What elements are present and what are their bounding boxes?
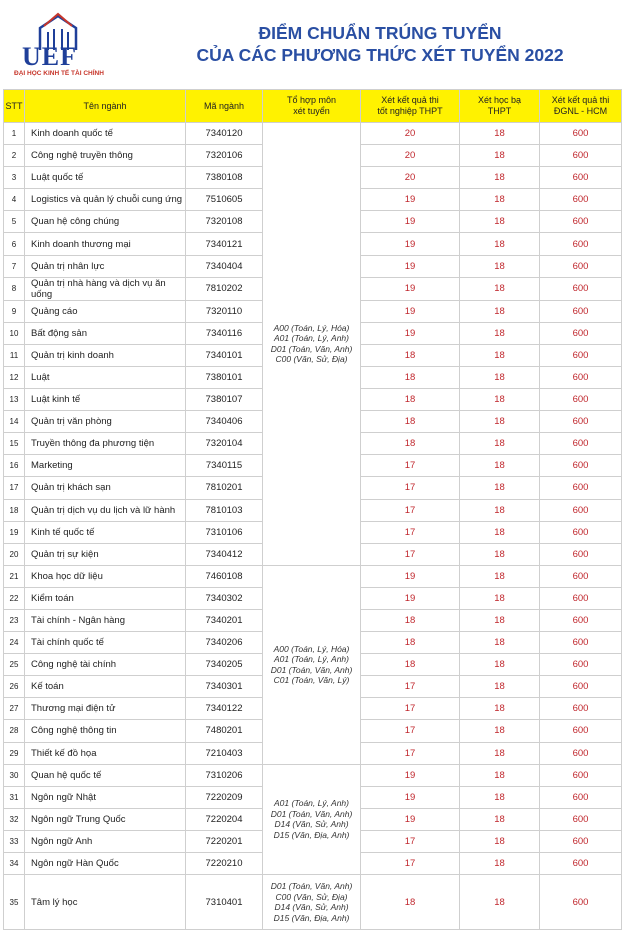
row-major-code: 7340101 xyxy=(186,344,263,366)
row-stt: 8 xyxy=(4,277,25,300)
combo-line: A00 (Toán, Lý, Hóa) xyxy=(273,322,350,333)
row-stt: 11 xyxy=(4,344,25,366)
row-score-thpt: 19 xyxy=(361,808,460,830)
row-stt: 26 xyxy=(4,676,25,698)
row-score-dgnl: 600 xyxy=(540,211,622,233)
row-score-dgnl: 600 xyxy=(540,499,622,521)
row-score-thpt: 19 xyxy=(361,300,460,322)
row-major-code: 7310401 xyxy=(186,875,263,930)
row-major-code: 7340205 xyxy=(186,654,263,676)
row-score-thpt: 19 xyxy=(361,211,460,233)
row-major-code: 7220204 xyxy=(186,808,263,830)
row-score-dgnl: 600 xyxy=(540,233,622,255)
row-score-hocba: 18 xyxy=(460,123,540,145)
row-stt: 31 xyxy=(4,786,25,808)
row-stt: 29 xyxy=(4,742,25,764)
row-score-hocba: 18 xyxy=(460,389,540,411)
row-major-name: Kiểm toán xyxy=(25,587,186,609)
combo-line: D15 (Văn, Địa, Anh) xyxy=(273,829,350,840)
row-score-hocba: 18 xyxy=(460,521,540,543)
row-score-thpt: 19 xyxy=(361,565,460,587)
row-major-name: Ngôn ngữ Anh xyxy=(25,830,186,852)
row-major-name: Kinh tế quốc tế xyxy=(25,521,186,543)
row-major-name: Luật xyxy=(25,366,186,388)
row-major-code: 7460108 xyxy=(186,565,263,587)
row-score-thpt: 20 xyxy=(361,167,460,189)
uef-logo xyxy=(12,12,102,78)
row-major-code: 7340121 xyxy=(186,233,263,255)
row-major-name: Khoa học dữ liệu xyxy=(25,565,186,587)
row-major-code: 7220201 xyxy=(186,830,263,852)
row-major-code: 7810103 xyxy=(186,499,263,521)
col-header-name: Tên ngành xyxy=(25,90,186,123)
col-header-hocba-line2: THPT xyxy=(487,106,512,116)
row-score-thpt: 17 xyxy=(361,853,460,875)
title-line-2: CỦA CÁC PHƯƠNG THỨC XÉT TUYỂN 2022 xyxy=(196,45,564,65)
row-score-thpt: 20 xyxy=(361,123,460,145)
col-header-thpt-line2: tốt nghiệp THPT xyxy=(377,106,443,116)
col-header-thpt-line1: Xét kết quả thi xyxy=(381,95,439,105)
row-score-dgnl: 600 xyxy=(540,676,622,698)
logo-subtitle: ĐẠI HỌC KINH TẾ TÀI CHÍNH xyxy=(14,70,104,77)
row-major-name: Quản trị nhân lực xyxy=(25,255,186,277)
row-stt: 28 xyxy=(4,720,25,742)
row-score-dgnl: 600 xyxy=(540,389,622,411)
row-score-hocba: 18 xyxy=(460,676,540,698)
row-score-hocba: 18 xyxy=(460,300,540,322)
row-stt: 24 xyxy=(4,632,25,654)
row-major-code: 7340412 xyxy=(186,543,263,565)
col-header-hocba-line1: Xét học bạ xyxy=(477,95,522,105)
col-header-hocba xyxy=(460,90,540,123)
col-header-thpt xyxy=(361,90,460,123)
row-stt: 14 xyxy=(4,411,25,433)
row-score-dgnl: 600 xyxy=(540,477,622,499)
row-major-code: 7340406 xyxy=(186,411,263,433)
row-major-code: 7340404 xyxy=(186,255,263,277)
row-major-code: 7220210 xyxy=(186,853,263,875)
table-header-row xyxy=(4,90,622,123)
row-subject-combination xyxy=(263,123,361,566)
row-score-hocba: 18 xyxy=(460,875,540,930)
row-score-thpt: 19 xyxy=(361,277,460,300)
combo-line: C00 (Văn, Sử, Địa) xyxy=(275,354,348,365)
row-stt: 32 xyxy=(4,808,25,830)
row-major-code: 7380108 xyxy=(186,167,263,189)
col-header-combo xyxy=(263,90,361,123)
row-score-thpt: 19 xyxy=(361,189,460,211)
row-score-hocba: 18 xyxy=(460,609,540,631)
row-score-dgnl: 600 xyxy=(540,875,622,930)
row-score-thpt: 19 xyxy=(361,786,460,808)
row-major-code: 7810201 xyxy=(186,477,263,499)
row-major-code: 7220209 xyxy=(186,786,263,808)
combo-line: D15 (Văn, Địa, Anh) xyxy=(273,912,350,923)
row-major-name: Quảng cáo xyxy=(25,300,186,322)
row-score-hocba: 18 xyxy=(460,698,540,720)
row-score-dgnl: 600 xyxy=(540,565,622,587)
row-score-hocba: 18 xyxy=(460,366,540,388)
row-major-name: Quản trị văn phòng xyxy=(25,411,186,433)
col-header-dgnl xyxy=(540,90,622,123)
row-major-name: Thiết kế đồ họa xyxy=(25,742,186,764)
row-subject-combination xyxy=(263,764,361,874)
row-score-dgnl: 600 xyxy=(540,521,622,543)
row-score-thpt: 17 xyxy=(361,543,460,565)
row-major-name: Quản trị dịch vụ du lịch và lữ hành xyxy=(25,499,186,521)
col-header-dgnl-line1: Xét kết quả thi xyxy=(551,95,610,105)
row-score-hocba: 18 xyxy=(460,255,540,277)
row-stt: 9 xyxy=(4,300,25,322)
row-major-name: Kế toán xyxy=(25,676,186,698)
row-stt: 19 xyxy=(4,521,25,543)
row-score-hocba: 18 xyxy=(460,565,540,587)
row-stt: 23 xyxy=(4,609,25,631)
row-major-name: Bất động sản xyxy=(25,322,186,344)
row-stt: 12 xyxy=(4,366,25,388)
row-major-code: 7380107 xyxy=(186,389,263,411)
row-score-dgnl: 600 xyxy=(540,720,622,742)
row-score-dgnl: 600 xyxy=(540,277,622,300)
combo-line: D01 (Toán, Văn, Anh) xyxy=(270,664,353,675)
row-score-thpt: 19 xyxy=(361,764,460,786)
row-major-name: Quản trị sự kiện xyxy=(25,543,186,565)
row-stt: 35 xyxy=(4,875,25,930)
row-score-hocba: 18 xyxy=(460,433,540,455)
row-score-dgnl: 600 xyxy=(540,587,622,609)
row-major-code: 7340115 xyxy=(186,455,263,477)
row-score-dgnl: 600 xyxy=(540,344,622,366)
row-score-thpt: 19 xyxy=(361,255,460,277)
row-score-dgnl: 600 xyxy=(540,543,622,565)
logo-brand: UEF xyxy=(22,42,77,71)
row-score-hocba: 18 xyxy=(460,764,540,786)
row-stt: 10 xyxy=(4,322,25,344)
row-score-dgnl: 600 xyxy=(540,411,622,433)
row-score-hocba: 18 xyxy=(460,499,540,521)
title-line-1: ĐIỂM CHUẨN TRÚNG TUYỂN xyxy=(258,23,502,43)
col-header-stt: STT xyxy=(4,90,25,123)
row-score-hocba: 18 xyxy=(460,211,540,233)
row-major-name: Ngôn ngữ Trung Quốc xyxy=(25,808,186,830)
row-major-name: Tâm lý học xyxy=(25,875,186,930)
row-major-code: 7320108 xyxy=(186,211,263,233)
row-score-thpt: 19 xyxy=(361,233,460,255)
row-score-dgnl: 600 xyxy=(540,698,622,720)
row-score-dgnl: 600 xyxy=(540,853,622,875)
combo-line: D01 (Toán, Văn, Anh) xyxy=(270,881,353,892)
row-score-thpt: 18 xyxy=(361,366,460,388)
row-score-thpt: 17 xyxy=(361,676,460,698)
row-major-code: 7510605 xyxy=(186,189,263,211)
row-score-thpt: 17 xyxy=(361,830,460,852)
col-header-dgnl-line2: ĐGNL - HCM xyxy=(553,106,608,116)
row-stt: 30 xyxy=(4,764,25,786)
row-major-name: Công nghệ thông tin xyxy=(25,720,186,742)
combo-line: D01 (Toán, Văn, Anh) xyxy=(270,808,353,819)
row-score-dgnl: 600 xyxy=(540,786,622,808)
row-score-dgnl: 600 xyxy=(540,123,622,145)
row-score-hocba: 18 xyxy=(460,233,540,255)
row-major-code: 7320110 xyxy=(186,300,263,322)
row-subject-combination xyxy=(263,875,361,930)
row-major-name: Tài chính - Ngân hàng xyxy=(25,609,186,631)
row-score-dgnl: 600 xyxy=(540,609,622,631)
row-score-hocba: 18 xyxy=(460,543,540,565)
row-score-thpt: 17 xyxy=(361,698,460,720)
row-stt: 22 xyxy=(4,587,25,609)
row-score-dgnl: 600 xyxy=(540,808,622,830)
row-stt: 27 xyxy=(4,698,25,720)
row-stt: 5 xyxy=(4,211,25,233)
combo-line: C01 (Toán, Văn, Lý) xyxy=(273,675,350,686)
row-score-thpt: 17 xyxy=(361,720,460,742)
row-score-dgnl: 600 xyxy=(540,654,622,676)
row-score-hocba: 18 xyxy=(460,167,540,189)
row-major-name: Công nghệ tài chính xyxy=(25,654,186,676)
row-major-name: Quản trị khách sạn xyxy=(25,477,186,499)
admission-scores-table xyxy=(3,89,622,930)
row-major-name: Công nghệ truyền thông xyxy=(25,145,186,167)
combo-line: A01 (Toán, Lý, Anh) xyxy=(274,333,349,344)
row-score-hocba: 18 xyxy=(460,853,540,875)
row-score-dgnl: 600 xyxy=(540,189,622,211)
row-score-hocba: 18 xyxy=(460,720,540,742)
row-score-hocba: 18 xyxy=(460,587,540,609)
row-score-thpt: 18 xyxy=(361,875,460,930)
row-stt: 15 xyxy=(4,433,25,455)
row-score-hocba: 18 xyxy=(460,632,540,654)
col-header-combo-line1: Tổ hợp môn xyxy=(287,95,336,105)
row-score-thpt: 18 xyxy=(361,609,460,631)
row-major-code: 7380101 xyxy=(186,366,263,388)
row-score-dgnl: 600 xyxy=(540,145,622,167)
row-major-name: Ngôn ngữ Nhật xyxy=(25,786,186,808)
row-score-hocba: 18 xyxy=(460,189,540,211)
row-major-name: Ngôn ngữ Hàn Quốc xyxy=(25,853,186,875)
row-major-code: 7340120 xyxy=(186,123,263,145)
row-stt: 6 xyxy=(4,233,25,255)
row-score-dgnl: 600 xyxy=(540,764,622,786)
row-score-dgnl: 600 xyxy=(540,742,622,764)
row-score-hocba: 18 xyxy=(460,808,540,830)
row-score-thpt: 18 xyxy=(361,411,460,433)
combo-line: A00 (Toán, Lý, Hóa) xyxy=(273,643,350,654)
row-major-name: Quản trị nhà hàng và dịch vụ ăn uống xyxy=(25,277,186,300)
row-major-name: Kinh doanh quốc tế xyxy=(25,123,186,145)
col-header-combo-line2: xét tuyển xyxy=(293,106,330,116)
row-major-code: 7340301 xyxy=(186,676,263,698)
row-score-dgnl: 600 xyxy=(540,433,622,455)
row-subject-combination xyxy=(263,565,361,764)
page-header xyxy=(0,0,627,88)
row-score-hocba: 18 xyxy=(460,477,540,499)
table-row xyxy=(4,764,622,786)
row-major-name: Marketing xyxy=(25,455,186,477)
row-score-hocba: 18 xyxy=(460,344,540,366)
row-major-name: Quan hệ quốc tế xyxy=(25,764,186,786)
row-score-thpt: 17 xyxy=(361,499,460,521)
row-major-code: 7480201 xyxy=(186,720,263,742)
row-stt: 16 xyxy=(4,455,25,477)
combo-line: A01 (Toán, Lý, Anh) xyxy=(274,798,349,809)
row-stt: 1 xyxy=(4,123,25,145)
row-score-hocba: 18 xyxy=(460,830,540,852)
row-major-name: Tài chính quốc tế xyxy=(25,632,186,654)
row-stt: 21 xyxy=(4,565,25,587)
row-stt: 20 xyxy=(4,543,25,565)
row-stt: 18 xyxy=(4,499,25,521)
row-stt: 33 xyxy=(4,830,25,852)
row-score-dgnl: 600 xyxy=(540,167,622,189)
row-stt: 2 xyxy=(4,145,25,167)
row-score-thpt: 18 xyxy=(361,654,460,676)
row-score-dgnl: 600 xyxy=(540,322,622,344)
combo-line: C00 (Văn, Sử, Địa) xyxy=(275,891,348,902)
combo-line: D01 (Toán, Văn, Anh) xyxy=(270,343,353,354)
row-score-dgnl: 600 xyxy=(540,255,622,277)
row-score-hocba: 18 xyxy=(460,322,540,344)
row-stt: 13 xyxy=(4,389,25,411)
row-stt: 7 xyxy=(4,255,25,277)
row-major-name: Quan hệ công chúng xyxy=(25,211,186,233)
row-score-thpt: 17 xyxy=(361,521,460,543)
row-score-thpt: 17 xyxy=(361,742,460,764)
row-score-dgnl: 600 xyxy=(540,366,622,388)
combo-line: D14 (Văn, Sử, Anh) xyxy=(274,819,349,830)
row-major-code: 7310206 xyxy=(186,764,263,786)
row-score-hocba: 18 xyxy=(460,145,540,167)
row-major-code: 7320104 xyxy=(186,433,263,455)
row-score-hocba: 18 xyxy=(460,654,540,676)
row-score-dgnl: 600 xyxy=(540,300,622,322)
row-major-name: Luật kinh tế xyxy=(25,389,186,411)
row-major-name: Luật quốc tế xyxy=(25,167,186,189)
row-score-thpt: 18 xyxy=(361,632,460,654)
row-major-name: Logistics và quản lý chuỗi cung ứng xyxy=(25,189,186,211)
row-major-code: 7340206 xyxy=(186,632,263,654)
combo-line: A01 (Toán, Lý, Anh) xyxy=(274,654,349,665)
row-score-hocba: 18 xyxy=(460,742,540,764)
row-score-dgnl: 600 xyxy=(540,455,622,477)
row-major-name: Quản trị kinh doanh xyxy=(25,344,186,366)
row-score-thpt: 20 xyxy=(361,145,460,167)
row-major-code: 7340302 xyxy=(186,587,263,609)
table-row xyxy=(4,875,622,930)
row-major-code: 7340122 xyxy=(186,698,263,720)
row-major-code: 7810202 xyxy=(186,277,263,300)
col-header-code: Mã ngành xyxy=(186,90,263,123)
table-row xyxy=(4,565,622,587)
row-major-code: 7310106 xyxy=(186,521,263,543)
row-stt: 25 xyxy=(4,654,25,676)
combo-line: D14 (Văn, Sử, Anh) xyxy=(274,902,349,913)
row-major-code: 7320106 xyxy=(186,145,263,167)
row-score-hocba: 18 xyxy=(460,277,540,300)
row-score-thpt: 18 xyxy=(361,433,460,455)
row-major-name: Truyền thông đa phương tiện xyxy=(25,433,186,455)
row-score-thpt: 17 xyxy=(361,455,460,477)
row-score-thpt: 18 xyxy=(361,389,460,411)
row-major-name: Thương mại điện tử xyxy=(25,698,186,720)
row-stt: 34 xyxy=(4,853,25,875)
row-stt: 4 xyxy=(4,189,25,211)
row-stt: 17 xyxy=(4,477,25,499)
row-score-dgnl: 600 xyxy=(540,632,622,654)
row-major-code: 7340116 xyxy=(186,322,263,344)
row-score-hocba: 18 xyxy=(460,455,540,477)
row-stt: 3 xyxy=(4,167,25,189)
row-major-name: Kinh doanh thương mại xyxy=(25,233,186,255)
row-score-thpt: 19 xyxy=(361,322,460,344)
row-score-thpt: 18 xyxy=(361,344,460,366)
row-score-dgnl: 600 xyxy=(540,830,622,852)
row-major-code: 7340201 xyxy=(186,609,263,631)
row-score-thpt: 19 xyxy=(361,587,460,609)
row-score-hocba: 18 xyxy=(460,786,540,808)
page-title xyxy=(150,22,610,66)
row-score-thpt: 17 xyxy=(361,477,460,499)
table-row xyxy=(4,123,622,145)
row-major-code: 7210403 xyxy=(186,742,263,764)
row-score-hocba: 18 xyxy=(460,411,540,433)
